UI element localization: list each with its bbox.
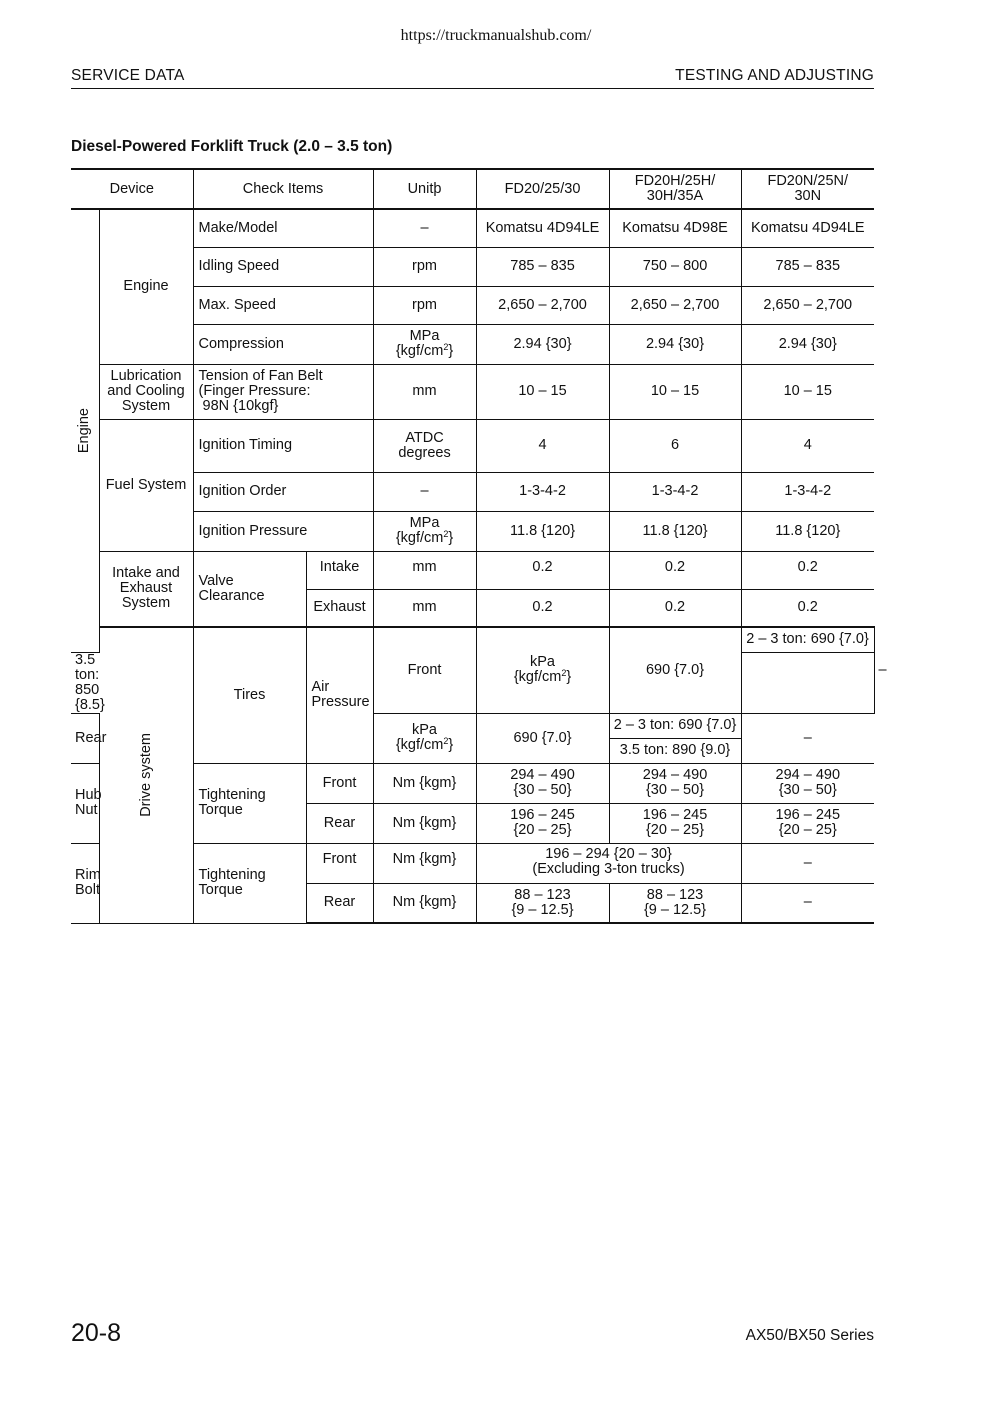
sub-item: Front [373, 627, 476, 713]
value-cell: 690 {7.0} [609, 627, 741, 713]
check-item: Ignition Pressure [193, 511, 373, 551]
page-number: 20-8 [71, 1319, 122, 1347]
col-device: Device [71, 169, 193, 209]
check-item: Max. Speed [193, 286, 373, 324]
col-fd20h: FD20H/25H/ 30H/35A [609, 169, 741, 209]
value-cell: 1-3-4-2 [476, 472, 609, 511]
check-item: Idling Speed [193, 247, 373, 286]
value-cell: 4 [741, 419, 874, 472]
value-cell: 785 – 835 [476, 247, 609, 286]
col-check-items: Check Items [193, 169, 373, 209]
check-item: Air Pressure [306, 627, 373, 763]
sub-item: Rear [306, 883, 373, 923]
table-title: Diesel-Powered Forklift Truck (2.0 – 3.5 ton) [71, 138, 393, 155]
sub-item: Front [306, 763, 373, 803]
unit-cell: MPa $\{kgf/cm^2\}$ [373, 324, 476, 364]
sub-item: Intake [306, 551, 373, 589]
value-cell: 0.2 [741, 551, 874, 589]
value-cell: 0.2 [476, 589, 609, 627]
value-cell: 6 [609, 419, 741, 472]
value-cell: 2,650 – 2,700 [609, 286, 741, 324]
value-cell: 88 – 123 {9 – 12.5} [609, 883, 741, 923]
header-rule [71, 88, 874, 89]
table-row-ignition-timing [71, 419, 874, 472]
value-cell: Komatsu 4D94LE [741, 209, 874, 247]
value-cell: 2,650 – 2,700 [741, 286, 874, 324]
value-cell: 2.94 {30} [741, 324, 874, 364]
unit-cell: kPa $\{kgf/cm^2\}$ [373, 713, 476, 763]
table-header-row [71, 169, 874, 209]
value-cell: 294 – 490 {30 – 50} [609, 763, 741, 803]
value-cell: 785 – 835 [741, 247, 874, 286]
value-cell: 690 {7.0} [476, 713, 609, 763]
unit-cell: rpm [373, 247, 476, 286]
unit-cell: mm [373, 551, 476, 589]
value-cell: 88 – 123 {9 – 12.5} [476, 883, 609, 923]
table-row-make-model [71, 209, 874, 247]
value-cell: 1-3-4-2 [741, 472, 874, 511]
device-rim-bolt: Rim Bolt [71, 843, 99, 923]
value-cell: 3.5 ton: 890 {9.0} [609, 738, 741, 763]
value-cell: 3.5 ton: 850 {8.5} [71, 652, 99, 713]
check-item: Tension of Fan Belt (Finger Pressure: 98N {10kgf} [193, 364, 373, 419]
value-cell: 10 – 15 [741, 364, 874, 419]
device-intake-exhaust: Intake and Exhaust System [99, 551, 193, 627]
group-drive-system: Drive system [99, 627, 193, 923]
sub-item: Front [306, 843, 373, 883]
value-cell: 10 – 15 [609, 364, 741, 419]
value-cell: 10 – 15 [476, 364, 609, 419]
device-engine: Engine [99, 209, 193, 364]
source-url[interactable]: https://truckmanualshub.com/ [400, 27, 592, 44]
device-lubrication: Lubrication and Cooling System [99, 364, 193, 419]
sub-item: Rear [306, 803, 373, 843]
value-cell: 196 – 245 {20 – 25} [609, 803, 741, 843]
col-fd20n: FD20N/25N/ 30N [741, 169, 874, 209]
unit-cell: Nm {kgm} [373, 763, 476, 803]
unit-cell: Nm {kgm} [373, 803, 476, 843]
device-hub-nut: Hub Nut [71, 763, 99, 843]
value-cell: 294 – 490 {30 – 50} [741, 763, 874, 803]
unit-cell: Nm {kgm} [373, 843, 476, 883]
value-cell: 2 – 3 ton: 690 {7.0} [741, 627, 874, 652]
unit-cell: mm [373, 364, 476, 419]
value-cell: 0.2 [609, 551, 741, 589]
unit-cell: kPa $\{kgf/cm^2\}$ [476, 627, 609, 713]
unit-cell: ATDC degrees [373, 419, 476, 472]
unit-cell: MPa $\{kgf/cm^2\}$ [373, 511, 476, 551]
check-item: Valve Clearance [193, 551, 306, 627]
value-cell: – [741, 843, 874, 883]
value-cell: Komatsu 4D94LE [476, 209, 609, 247]
value-cell: 11.8 {120} [741, 511, 874, 551]
sub-item: Exhaust [306, 589, 373, 627]
sub-item: Rear [71, 713, 99, 763]
value-cell: – [741, 713, 874, 763]
value-cell: 2.94 {30} [609, 324, 741, 364]
table-row-air-front-a: Drive system Tires Air Pressure Front kPa $\{kgf/cm^2\}$ 690 {7.0} 2 – 3 ton: 690 {7.0} – [71, 627, 874, 652]
value-cell: 1-3-4-2 [609, 472, 741, 511]
value-cell: 4 [476, 419, 609, 472]
value-cell: 196 – 245 {20 – 25} [476, 803, 609, 843]
check-item: Ignition Order [193, 472, 373, 511]
unit-cell: – [373, 209, 476, 247]
check-item: Tightening Torque [193, 843, 306, 923]
unit-cell: mm [373, 589, 476, 627]
service-data-table [71, 168, 887, 924]
value-cell: 750 – 800 [609, 247, 741, 286]
table-row-valve-intake [71, 551, 874, 589]
device-fuel-system: Fuel System [99, 419, 193, 551]
table-row-fan-belt [71, 364, 874, 419]
col-unit: Unitþ [373, 169, 476, 209]
value-cell: 0.2 [741, 589, 874, 627]
value-cell: 2.94 {30} [476, 324, 609, 364]
unit-cell: rpm [373, 286, 476, 324]
group-engine: Engine [71, 209, 99, 652]
value-cell: 196 – 294 {20 – 30} (Excluding 3-ton trucks) [476, 843, 741, 883]
series-name: AX50/BX50 Series [745, 1327, 874, 1344]
value-cell: 0.2 [609, 589, 741, 627]
unit-cell: Nm {kgm} [373, 883, 476, 923]
value-cell: 294 – 490 {30 – 50} [476, 763, 609, 803]
value-cell: 196 – 245 {20 – 25} [741, 803, 874, 843]
value-cell: 0.2 [476, 551, 609, 589]
chapter-header: TESTING AND ADJUSTING [675, 67, 874, 84]
check-item: Tightening Torque [193, 763, 306, 843]
device-tires: Tires [193, 627, 306, 763]
value-cell: Komatsu 4D98E [609, 209, 741, 247]
value-cell: 11.8 {120} [609, 511, 741, 551]
value-cell: 11.8 {120} [476, 511, 609, 551]
unit-cell: – [373, 472, 476, 511]
col-fd20-25-30: FD20/25/30 [476, 169, 609, 209]
section-header: SERVICE DATA [71, 67, 185, 84]
value-cell: 2,650 – 2,700 [476, 286, 609, 324]
check-item: Ignition Timing [193, 419, 373, 472]
value-cell: – [741, 883, 874, 923]
check-item: Make/Model [193, 209, 373, 247]
check-item: Compression [193, 324, 373, 364]
value-cell: 2 – 3 ton: 690 {7.0} [609, 713, 741, 738]
